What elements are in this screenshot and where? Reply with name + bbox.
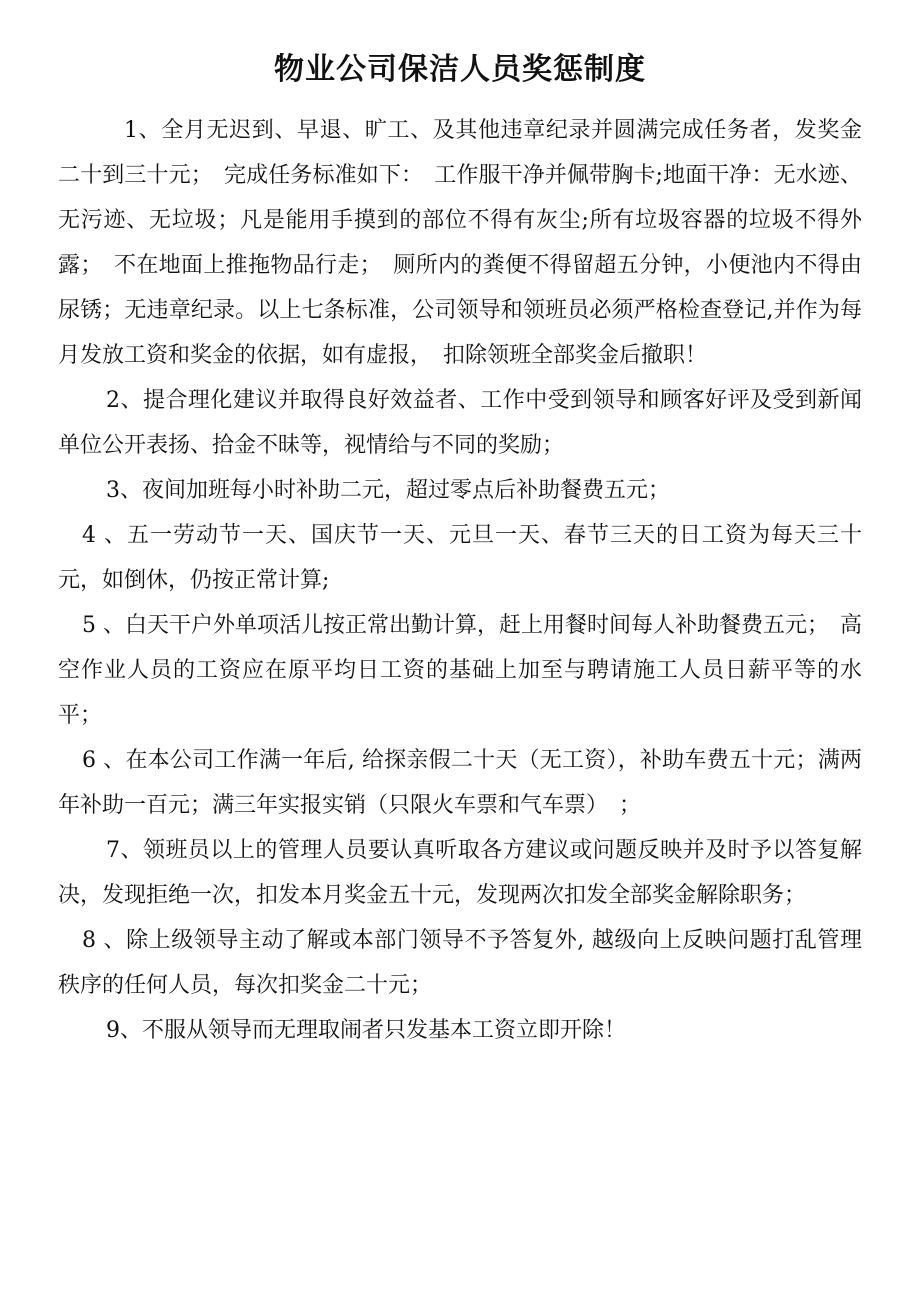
document-title: 物业公司保洁人员奖惩制度 [274,52,646,87]
rule-paragraph-5: 5 、白天干户外单项活儿按正常出勤计算，赶上用餐时间每人补助餐费五元； 高空作业人员的工资应在原平均日工资的基础上加至与聘请施工人员日薪平等的水平； [58,613,862,728]
rule-paragraph-2: 2、提合理化建议并取得良好效益者、工作中受到领导和顾客好评及受到新闻单位公开表扬、拾金不昧等，视情给与不同的奖励； [58,388,862,458]
rule-paragraph-3: 3、夜间加班每小时补助二元，超过零点后补助餐费五元； [106,478,670,503]
rule-paragraph-7: 7、领班员以上的管理人员要认真听取各方建议或问题反映并及时予以答复解决，发现拒绝一次，扣发本月奖金五十元，发现两次扣发全部奖金解除职务； [58,838,862,908]
rule-paragraph-4: 4 、五一劳动节一天、国庆节一天、元旦一天、春节三天的日工资为每天三十元，如倒休，仍按正常计算; [58,523,862,593]
rule-paragraph-6: 6 、在本公司工作满一年后, 给探亲假二十天（无工资），补助车费五十元；满两年补助一百元；满三年实报实销（只限火车票和气车票） ； [58,748,862,818]
rule-paragraph-8: 8 、除上级领导主动了解或本部门领导不予答复外, 越级向上反映问题打乱管理秩序的任何人员，每次扣奖金二十元； [58,928,862,998]
rule-paragraph-1: 1、全月无迟到、早退、旷工、及其他违章纪录并圆满完成任务者，发奖金二十到三十元； 完成任务标准如下： 工作服干净并佩带胸卡;地面干净：无水迹、无污迹、无垃圾；凡是能用手摸到的部位不得有灰尘;所有垃圾容器的垃圾不得外露； 不在地面上推拖物品行走； 厕所内的粪便不得留超五分钟，小便池内不得由尿锈；无违章纪录。以上七条标准，公司领导和领班员必须严格检查登记,并作为每月发放工资和奖金的依据，如有虚报， 扣除领班全部奖金后撤职！ [58,118,862,368]
rule-paragraph-9: 9、不服从领导而无理取闹者只发基本工资立即开除！ [106,1018,626,1043]
